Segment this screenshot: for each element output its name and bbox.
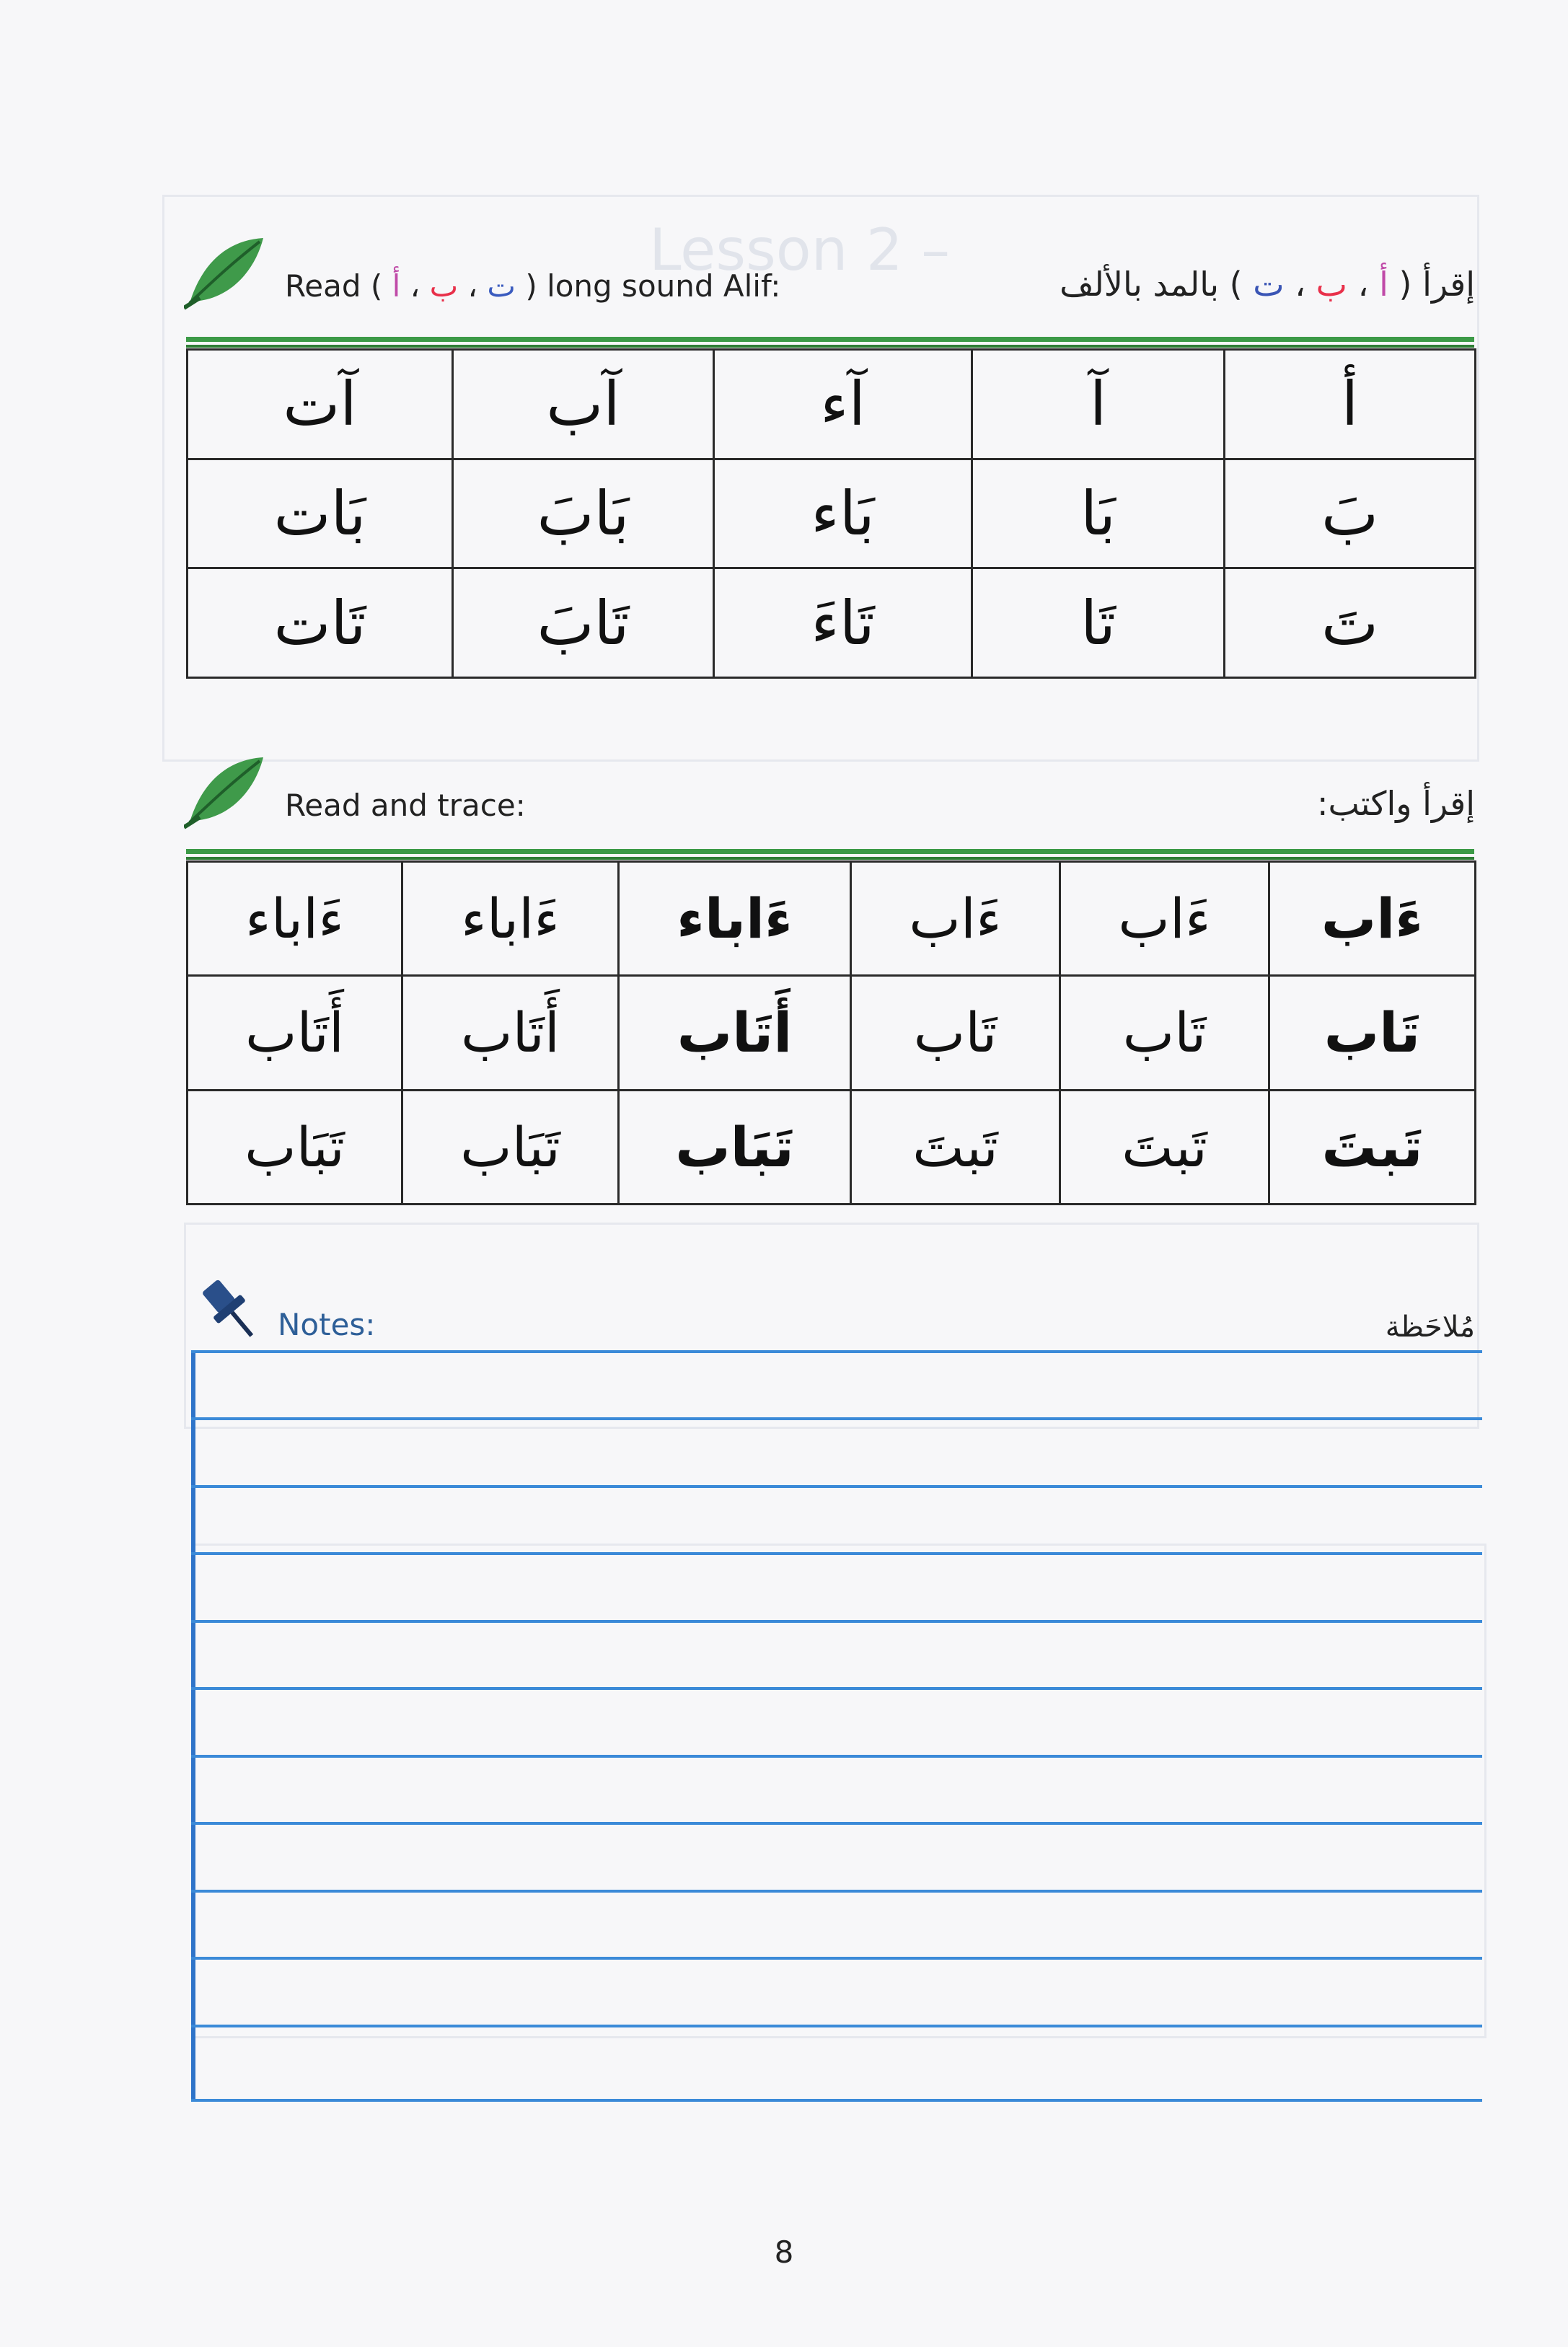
note-line <box>191 2025 1482 2027</box>
table-cell: تَاب <box>1060 976 1269 1090</box>
table-cell: تَبَاب <box>402 1090 619 1204</box>
note-line <box>191 1957 1482 1960</box>
table-cell: أَتَاب <box>188 976 402 1090</box>
table-cell: تَبتَ <box>1269 1090 1476 1204</box>
table-row <box>188 568 1476 678</box>
table-cell: تَابَ <box>453 568 714 678</box>
note-line <box>191 1687 1482 1690</box>
leaf-icon <box>184 234 270 310</box>
letter-alif: أ <box>392 268 401 304</box>
table-cell: ءَاب <box>851 862 1060 976</box>
note-line <box>191 1755 1482 1758</box>
table-cell: ءَاب <box>1269 862 1476 976</box>
bleed-through-title: Lesson 2 – <box>649 216 951 283</box>
table-row <box>188 862 1476 976</box>
divider-line <box>186 345 1474 348</box>
instruction-english: Read and trace: <box>285 788 526 823</box>
table-cell: تَبَاب <box>188 1090 402 1204</box>
note-line <box>191 1822 1482 1825</box>
notes-header <box>184 1266 1475 1345</box>
table-cell: ءَاباء <box>402 862 619 976</box>
instruction-arabic: إقرأ واكتب: <box>1317 784 1475 823</box>
table-cell: تَاءَ <box>714 568 972 678</box>
table-cell: بَات <box>188 459 453 568</box>
table-row <box>188 350 1476 459</box>
leaf-icon <box>184 754 270 829</box>
notes-label-arabic: مُلاحَظة <box>1385 1311 1475 1344</box>
table-row <box>188 1090 1476 1204</box>
instruction-arabic: إقرأ ( أ ، ب ، ت ) بالمد بالألف <box>1060 265 1475 304</box>
read-section-header <box>184 234 1475 314</box>
notes-area[interactable] <box>191 1350 1482 2102</box>
table-cell: تَاب <box>1269 976 1476 1090</box>
table-cell: بَاء <box>714 459 972 568</box>
note-line <box>191 1485 1482 1488</box>
note-line <box>191 2099 1482 2102</box>
table-cell: تَبتَ <box>1060 1090 1269 1204</box>
table-cell: آت <box>188 350 453 459</box>
table-cell: آء <box>714 350 972 459</box>
table-cell: بَ <box>1225 459 1476 568</box>
table-cell: تَبَاب <box>619 1090 851 1204</box>
letter-alif: أ <box>1379 265 1388 304</box>
letter-ba: ب <box>429 268 459 304</box>
instruction-english: Read ( ت ، ب ، أ ) long sound Alif: <box>285 268 781 304</box>
table-row <box>188 976 1476 1090</box>
table-cell: أ <box>1225 350 1476 459</box>
divider-line <box>186 857 1474 860</box>
note-line <box>191 1620 1482 1623</box>
letter-ta: ت <box>487 268 516 304</box>
trace-section-header <box>184 754 1475 833</box>
notes-margin-line <box>191 1350 195 2102</box>
table-cell: تَبتَ <box>851 1090 1060 1204</box>
table-cell: تَا <box>972 568 1225 678</box>
table-cell: بَابَ <box>453 459 714 568</box>
letter-ta: ت <box>1253 265 1285 304</box>
table-row <box>188 459 1476 568</box>
table-cell: ءَاباء <box>619 862 851 976</box>
table-cell: أَتَاب <box>619 976 851 1090</box>
note-line <box>191 1890 1482 1893</box>
note-line <box>191 1552 1482 1555</box>
table-cell: تَ <box>1225 568 1476 678</box>
table-cell: آب <box>453 350 714 459</box>
table-cell: تَاب <box>851 976 1060 1090</box>
table-cell: ءَاباء <box>188 862 402 976</box>
letter-ba: ب <box>1316 265 1347 304</box>
table-cell: أَتَاب <box>402 976 619 1090</box>
table-cell: بَا <box>972 459 1225 568</box>
divider-line <box>186 337 1474 342</box>
tracing-table <box>186 860 1476 1205</box>
table-cell: ءَاب <box>1060 862 1269 976</box>
table-cell: تَات <box>188 568 453 678</box>
note-line <box>191 1417 1482 1420</box>
page-number: 8 <box>774 2234 794 2270</box>
notes-label-english: Notes: <box>278 1307 376 1342</box>
reading-table <box>186 348 1476 679</box>
table-cell: آ <box>972 350 1225 459</box>
divider-line <box>186 849 1474 854</box>
note-line <box>191 1350 1482 1353</box>
pushpin-icon <box>190 1273 269 1345</box>
